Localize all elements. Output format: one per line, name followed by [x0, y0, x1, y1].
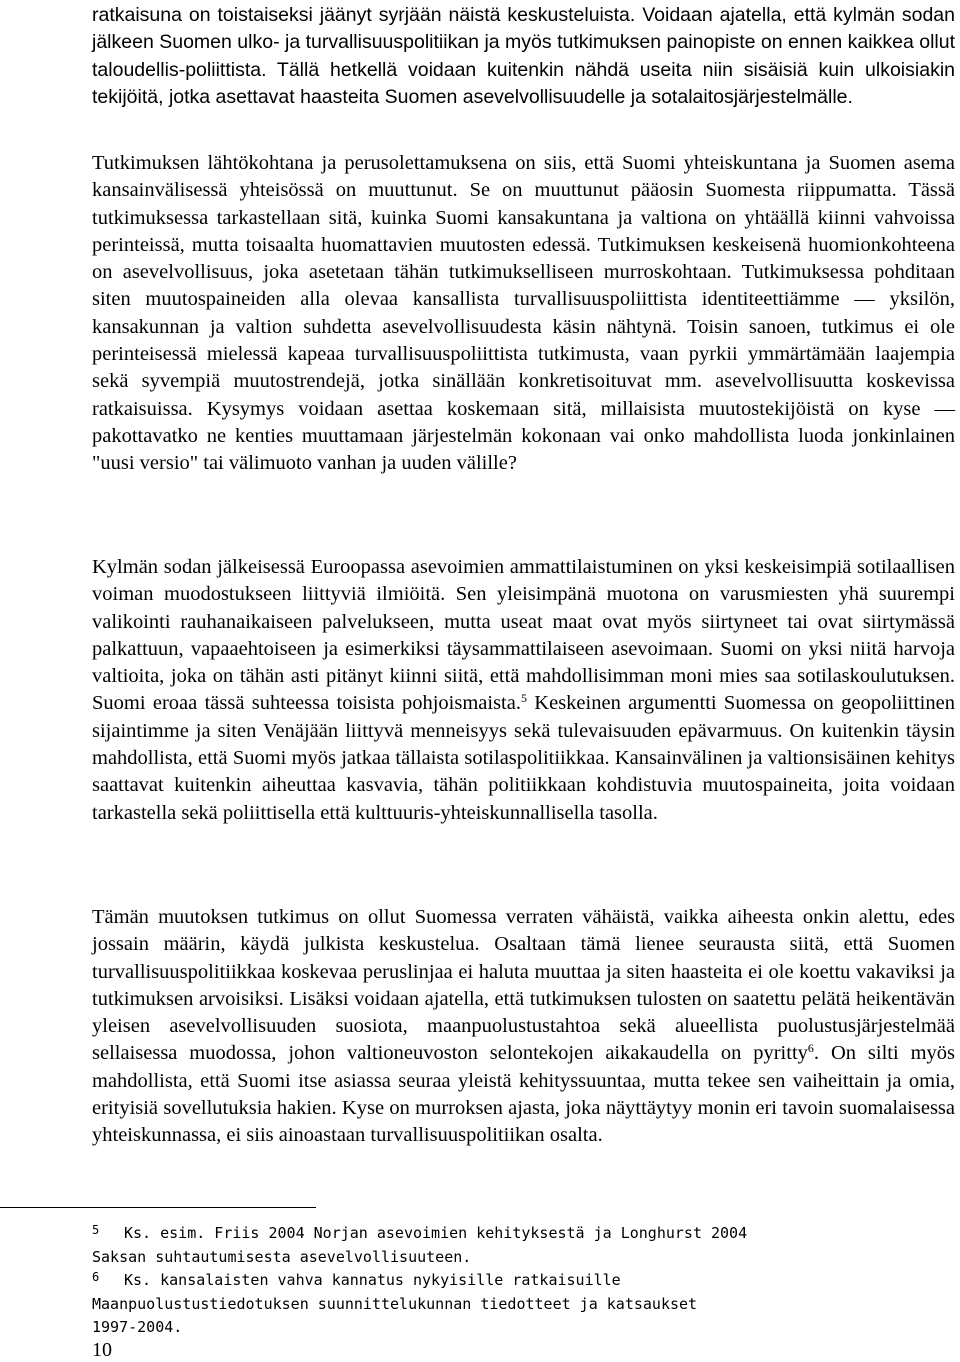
footnote-number: 5	[92, 1223, 100, 1237]
paragraph-text: Keskeinen argumentti Suomessa on geopoliittinen sijaintimme ja siten Venäjään liittyvä menneisyys sekä tulevaisuuden epävarmuus. On kuitenkin täysin mahdollista, että Suomi myös jatkaa tällaista sotilaspolitiikkaa. Kansainvälinen ja valtionsisäinen kehitys saattavat kuitenkin aiheuttaa kasvavia, tähän politiikkaan kohdistuvia muutospaineita, joita voidaan tarkastella sekä poliittisella että kulttuuris-yhteiskunnallisella tasolla.	[92, 692, 955, 824]
footnote-ref-5[interactable]: 5	[520, 691, 527, 706]
footnote-6	[92, 1266, 875, 1340]
footnote-text: 1997-2004.	[92, 1318, 183, 1336]
paragraph-research-gap	[92, 904, 955, 1150]
paragraph-professionalization	[92, 554, 955, 827]
footnote-5	[92, 1219, 875, 1269]
paragraph-text: Tämän muutoksen tutkimus on ollut Suomessa verraten vähäistä, vaikka aiheesta onkin alettu, edes jossain määrin, käydä julkista keskustelua. Osaltaan tämä lienee seurausta siitä, että Suomen turvallisuuspolitiikkaa koskevaa peruslinjaa ei haluta muuttaa ja siten haasteita ei ole koettu vakaviksi ja tutkimuksen arvoisiksi. Lisäksi voidaan ajatella, että tutkimuksen tulosten on saatettu pelätä heikentävän yleisen asevelvollisuuden suosiota, maanpuolustustahtoa sekä alueellista puolustusjärjestelmää sellaisessa muodossa, johon valtioneuvoston selontekojen aikakaudella on pyritty	[92, 906, 955, 1065]
paragraph-text: ratkaisuna on toistaiseksi jäänyt syrjään näistä keskusteluista. Voidaan ajatella, että kylmän sodan jälkeen Suomen ulko- ja turvallisuuspolitiikan ja myös tutkimuksen painopiste on ennen kaikkea ollut taloudellis-poliittista. Tällä hetkellä voidaan kuitenkin nähdä useita niin sisäisiä kuin ulkoisiakin tekijöitä, jotka asettavat haasteita Suomen asevelvollisuudelle ja sotalaitosjärjestelmälle.	[92, 4, 955, 108]
page-number: 10	[92, 1339, 112, 1361]
footnote-number: 6	[92, 1270, 100, 1284]
footnote-text: Ks. esim. Friis 2004 Norjan asevoimien kehityksestä ja Longhurst 2004	[124, 1224, 748, 1242]
footnote-text: Maanpuolustustiedotuksen suunnittelukunnan tiedotteet ja katsaukset	[92, 1294, 698, 1313]
footnote-text: Ks. kansalaisten vahva kannatus nykyisille ratkaisuille	[124, 1271, 621, 1289]
paragraph-continuation	[92, 2, 955, 111]
paragraph-text: Kylmän sodan jälkeisessä Euroopassa asevoimien ammattilaistuminen on yksi keskeisimpiä sotilaallisen voiman muodostukseen liittyviä ilmiöitä. Sen yleisimpänä muotona on varusmiesten yhä suurempi valikointi rauhanaikaiseen palvelukseen, mutta useat maat ovat myös siirtyneet tai ovat siirtymässä palkattuun, vapaaehtoiseen ja esimerkiksi täysammattilaiseen asevoimaan. Suomi on yksi niitä harvoja valtioita, joka on tähän asti pitänyt kiinni siitä, että mahdollisimman moni mies saa sotilaskoulutuksen. Suomi eroaa tässä suhteessa toisista pohjoismaista.	[92, 556, 955, 715]
paragraph-research-premise	[92, 150, 955, 478]
footnote-ref-6[interactable]: 6	[807, 1041, 814, 1056]
paragraph-text: Tutkimuksen lähtökohtana ja perusolettamuksena on siis, että Suomi yhteiskuntana ja Suomen asema kansainvälisessä yhteisössä on muuttunut. Se on muuttunut pääosin Suomesta riippumatta. Tässä tutkimuksessa tarkastellaan sitä, kuinka Suomi kansakuntana ja valtiona on yhtäällä kiinni vahvoissa perinteissä, mutta toisaalta huomattavien muutosten edessä. Tutkimuksen keskeisenä huomionkohteena on asevelvollisuus, joka asetetaan tähän tutkimukselliseen murroskohtaan. Tutkimuksessa pohditaan siten muutospaineiden alla olevaa kansallista turvallisuuspoliittista identiteettiämme — yksilön, kansakunnan ja valtion suhdetta asevelvollisuudesta käsin nähtynä. Toisin sanoen, tutkimus ei ole perinteisessä mielessä kapeaa turvallisuuspoliittista tutkimusta, vaan pyrkii ymmärtämään laajempia sekä syvempiä muutostrendejä, jotka sinällään konkretisoituvat mm. asevelvollisuutta koskevissa ratkaisuissa. Kysymys voidaan asettaa koskemaan sitä, millaisista muutostekijöistä on kyse — pakottavatko ne kenties muuttamaan järjestelmän kokonaan vai onko mahdollista luoda jonkinlainen "uusi versio" tai välimuoto vanhan ja uuden välille?	[92, 152, 955, 475]
footnote-text: Saksan suhtautumisesta asevelvollisuuteen.	[92, 1247, 472, 1266]
paragraph-text: . On silti myös mahdollista, että Suomi itse asiassa seuraa yleistä kehityssuuntaa, mutta tekee sen vaiheittain ja omia, erityisiä sovellutuksia hakien. Kyse on murroksen ajasta, joka näyttäytyy monin eri tavoin suomalaisessa yhteiskunnassa, ei siis ainoastaan turvallisuuspolitiikan osalta.	[92, 1042, 955, 1147]
footnote-separator	[0, 1207, 316, 1208]
